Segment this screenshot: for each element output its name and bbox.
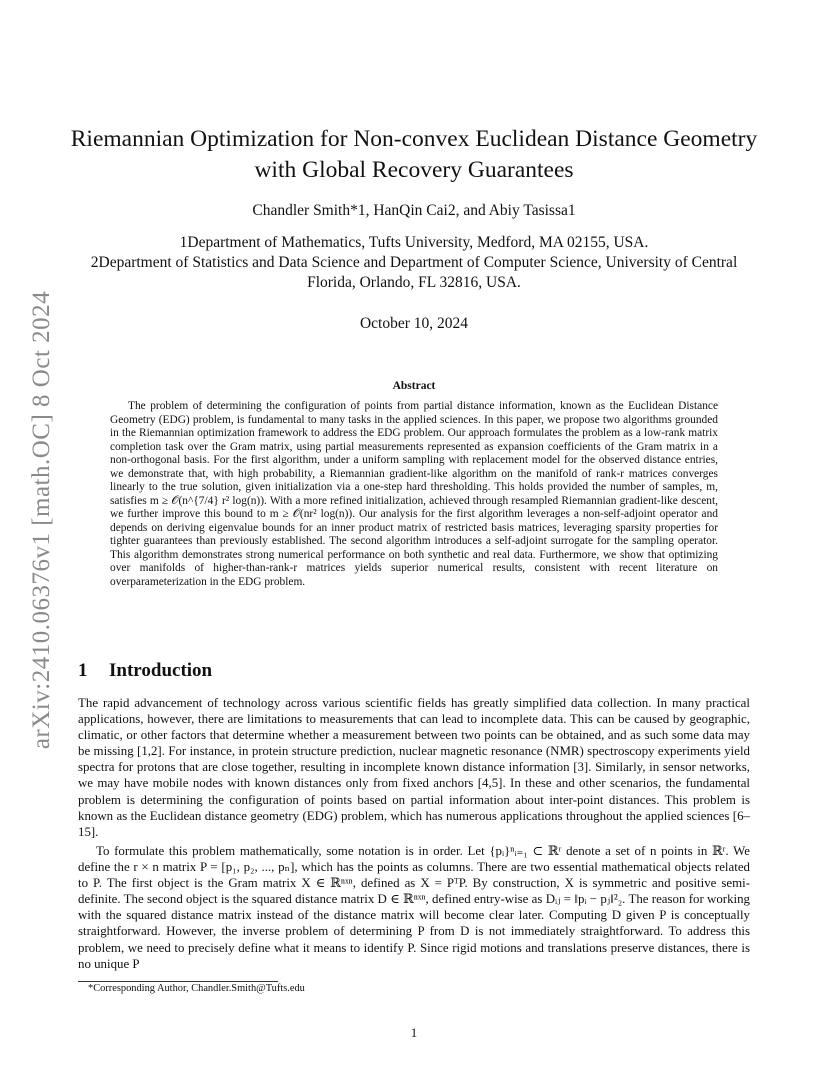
intro-paragraph-1: The rapid advancement of technology across various scientific fields has greatly simplified data collection. In many practical applications, however, there are limitations to measurements that can lead to incomplete data. This can be caused by geographic, climatic, or other factors that determine whether a measurement between two points can be obtained, and as such some data may be missing [1,2]. For instance, in protein structure prediction, nuclear magnetic resonance (NMR) spectroscopy experiments yield spectra for protons that are close together, resulting in incomplete known distance information [3]. Similarly, in sensor networks, we may have mobile nodes with known distances only from fixed anchors [4,5]. In these and other scenarios, the fundamental problem is determining the configuration of points based on partial information about inter-point distances. This problem is known as the Euclidean distance geometry (EDG) problem, which has numerous applications throughout the applied sciences [6–15]. — [78, 696, 750, 839]
intro-paragraph-2: To formulate this problem mathematically, some notation is in order. Let {pᵢ}ⁿᵢ₌₁ ⊂ ℝʳ denote a set of n points in ℝʳ. We define the r × n matrix P = [p₁, p₂, ..., pₙ], which has the points as columns. There are two essential mathematical objects related to P. The first object is the Gram matrix X ∈ ℝⁿˣⁿ, defined as X = PᵀP. By construction, X is symmetric and positive semi-definite. The second object is the squared distance matrix D ∈ ℝⁿˣⁿ, defined entry-wise as Dᵢⱼ = ‖pᵢ − pⱼ‖²₂. The reason for working with the squared distance matrix instead of the distance matrix will become clear later. Computing D given P is conceptually straightforward. However, the inverse problem of determining P from D is not immediately straightforward. To address this problem, we need to precisely define what it means to identify P. Since rigid motions and translations preserve distances, there is no unique P — [78, 844, 750, 971]
footnote: *Corresponding Author, Chandler.Smith@Tufts.edu — [88, 983, 305, 994]
section-number: 1 — [78, 660, 88, 681]
footnote-rule — [78, 981, 278, 982]
affiliation-2: 2Department of Statistics and Data Science and Department of Computer Science, University of Central Florida, Orlando, FL 32816, USA. — [90, 254, 738, 291]
author-list: Chandler Smith*1, HanQin Cai2, and Abiy Tasissa1 — [252, 202, 576, 219]
affiliation-1: 1Department of Mathematics, Tufts University, Medford, MA 02155, USA. — [179, 234, 649, 251]
section-heading — [78, 660, 212, 682]
abstract-heading: Abstract — [392, 380, 436, 392]
paper-title: Riemannian Optimization for Non-convex Euclidean Distance Geometry with Global Recovery Guarantees — [70, 126, 758, 183]
arxiv-identifier: arXiv:2410.06376v1 [math.OC] 8 Oct 2024 — [28, 290, 55, 750]
arxiv-sidebar-stamp — [24, 270, 60, 770]
abstract-text: The problem of determining the configuration of points from partial distance information, known as the Euclidean Distance Geometry (EDG) problem, is fundamental to many tasks in the applied sciences. In this paper, we propose two algorithms grounded in the Riemannian optimization framework to address the EDG problem. Our approach formulates the problem as a low-rank matrix completion task over the Gram matrix, using partial measurements represented as expansion coefficients of the Gram matrix in a non-orthogonal basis. For the first algorithm, under a uniform sampling with replacement model for the observed distance entries, we demonstrate that, with high probability, a Riemannian gradient-like algorithm on the manifold of rank-r matrices converges linearly to the true solution, given initialization via a one-step hard thresholding. This holds provided the number of samples, m, satisfies m ≥ 𝒪(n^{7/4} r² log(n)). With a more refined initialization, achieved through resampled Riemannian gradient-like descent, we further improve this bound to m ≥ 𝒪(nr² log(n)). Our analysis for the first algorithm leverages a non-self-adjoint operator and depends on deriving eigenvalue bounds for an inner product matrix of restricted basis matrices, leveraging sparsity properties for tighter guarantees than previously established. The second algorithm introduces a self-adjoint surrogate for the sampling operator. This algorithm demonstrates strong numerical performance on both synthetic and real data. Furthermore, we show that optimizing over manifolds of higher-than-rank-r matrices yields superior numerical results, consistent with recent literature on overparameterization in the EDG problem. — [110, 400, 718, 588]
page-number: 1 — [410, 1025, 418, 1040]
paper-date: October 10, 2024 — [359, 315, 469, 332]
section-title: Introduction — [109, 660, 213, 681]
